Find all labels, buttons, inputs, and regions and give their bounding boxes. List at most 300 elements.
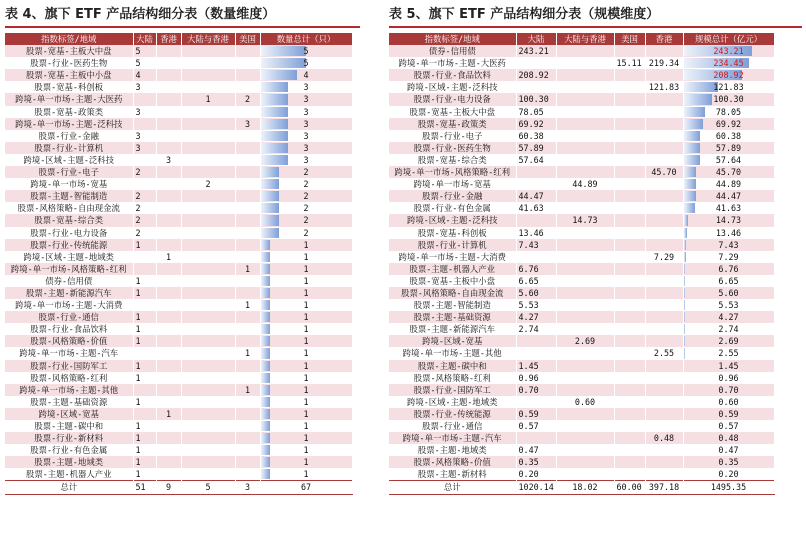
total-value: 3	[303, 106, 309, 117]
table-row	[5, 372, 352, 384]
hongkong-cell	[156, 323, 181, 335]
total-value: 3	[303, 142, 309, 153]
mainland-cell: 1	[133, 323, 156, 335]
table-row	[389, 251, 774, 263]
header-index-tag: 指数标签/地域	[389, 33, 516, 45]
hongkong-cell	[645, 263, 683, 275]
total-cell	[260, 335, 352, 347]
table5-title-rule	[389, 26, 802, 28]
total-cell	[683, 456, 774, 468]
row-label: 股票-主题-地域类	[5, 456, 133, 468]
hongkong-cell	[156, 57, 181, 69]
mainland-hongkong-cell	[181, 323, 235, 335]
row-label: 股票-行业-金融	[389, 190, 516, 202]
total-cell	[683, 69, 774, 81]
us-cell	[235, 251, 260, 263]
table-row	[389, 299, 774, 311]
mainland-hongkong-cell	[556, 372, 614, 384]
total-value: 3	[303, 82, 309, 93]
total-cell	[683, 239, 774, 251]
row-label: 跨境-单一市场-主题-大消费	[5, 299, 133, 311]
table-row	[389, 311, 774, 323]
total-value: 41.63	[715, 203, 742, 214]
us-total: 3	[235, 481, 260, 494]
us-cell: 2	[235, 93, 260, 105]
row-label: 股票-宽基-主板中小盘	[389, 275, 516, 287]
us-cell	[235, 166, 260, 178]
mainland-cell: 3	[133, 106, 156, 118]
mainland-hongkong-cell	[181, 142, 235, 154]
hongkong-cell	[645, 323, 683, 335]
mainland-cell: 78.05	[516, 106, 556, 118]
table-row	[5, 444, 352, 456]
total-cell	[260, 166, 352, 178]
mainland-hongkong-cell	[556, 347, 614, 359]
us-cell	[614, 263, 645, 275]
hongkong-cell	[645, 299, 683, 311]
table-row	[389, 396, 774, 408]
table-row	[5, 190, 352, 202]
hongkong-cell	[156, 420, 181, 432]
mainland-hongkong-cell	[181, 420, 235, 432]
table-row	[5, 263, 352, 275]
row-label: 股票-宽基-政策类	[389, 118, 516, 130]
table-row	[5, 396, 352, 408]
table-row	[389, 142, 774, 154]
mainland-cell: 5	[133, 57, 156, 69]
table-row	[5, 118, 352, 130]
us-cell	[614, 468, 645, 481]
row-label: 股票-行业-食品饮料	[5, 323, 133, 335]
us-cell: 1	[235, 263, 260, 275]
hongkong-cell	[156, 372, 181, 384]
table-row	[389, 93, 774, 105]
hongkong-cell	[156, 227, 181, 239]
table-row	[5, 384, 352, 396]
hongkong-cell	[645, 420, 683, 432]
total-value: 69.92	[715, 118, 742, 129]
header-count-total: 数量总计（只）	[260, 33, 352, 45]
mainland-hongkong-cell	[181, 214, 235, 226]
mainland-cell: 100.30	[516, 93, 556, 105]
us-cell	[614, 214, 645, 226]
total-cell	[683, 420, 774, 432]
us-cell	[235, 154, 260, 166]
total-value: 1	[303, 336, 309, 347]
hongkong-cell	[156, 287, 181, 299]
us-cell: 1	[235, 384, 260, 396]
us-cell	[614, 190, 645, 202]
row-label: 跨境-区域-宽基	[5, 408, 133, 420]
mainland-cell	[133, 178, 156, 190]
hongkong-total: 9	[156, 481, 181, 494]
total-value: 14.73	[715, 215, 742, 226]
total-cell	[260, 118, 352, 130]
mainland-hongkong-cell: 2.69	[556, 335, 614, 347]
total-cell	[260, 178, 352, 190]
us-cell	[235, 202, 260, 214]
mainland-cell: 6.76	[516, 263, 556, 275]
row-label: 股票-行业-医药生物	[5, 57, 133, 69]
mainland-hongkong-cell	[556, 239, 614, 251]
total-value: 1	[303, 457, 309, 468]
mainland-hongkong-cell	[556, 142, 614, 154]
hongkong-cell	[645, 142, 683, 154]
mainland-cell: 3	[133, 130, 156, 142]
us-cell	[614, 69, 645, 81]
us-cell	[235, 372, 260, 384]
mainland-cell: 1	[133, 372, 156, 384]
mainland-cell: 1	[133, 468, 156, 481]
total-value: 2	[303, 215, 309, 226]
total-value: 1	[303, 396, 309, 407]
row-label: 股票-行业-有色金属	[389, 202, 516, 214]
mainland-cell: 2	[133, 166, 156, 178]
row-label: 股票-行业-食品饮料	[389, 69, 516, 81]
row-label: 股票-行业-电子	[389, 130, 516, 142]
total-value: 1	[303, 251, 309, 262]
mainland-hongkong-cell	[556, 311, 614, 323]
total-value: 3	[303, 154, 309, 165]
hongkong-cell	[156, 142, 181, 154]
total-cell	[260, 106, 352, 118]
hongkong-cell	[645, 335, 683, 347]
mainland-cell: 1	[133, 239, 156, 251]
total-cell	[683, 227, 774, 239]
total-value: 44.47	[715, 191, 742, 202]
total-value: 0.60	[718, 396, 739, 407]
table-row	[5, 142, 352, 154]
hongkong-cell	[156, 214, 181, 226]
mainland-cell	[516, 214, 556, 226]
mainland-cell	[516, 251, 556, 263]
table-row	[5, 239, 352, 251]
mainland-cell: 1	[133, 335, 156, 347]
hongkong-cell	[645, 384, 683, 396]
total-cell	[260, 372, 352, 384]
us-cell	[614, 444, 645, 456]
mainland-hongkong-cell: 14.73	[556, 214, 614, 226]
hongkong-cell	[156, 299, 181, 311]
row-label: 股票-主题-智能制造	[5, 190, 133, 202]
row-label: 股票-主题-智能制造	[389, 299, 516, 311]
row-label: 跨境-区域-主题-泛科技	[5, 154, 133, 166]
row-label: 股票-行业-国防军工	[389, 384, 516, 396]
hongkong-cell	[645, 118, 683, 130]
hongkong-cell	[156, 106, 181, 118]
us-cell	[235, 106, 260, 118]
total-cell	[260, 142, 352, 154]
table-row	[5, 154, 352, 166]
us-cell	[235, 396, 260, 408]
mainland-hongkong-cell	[181, 81, 235, 93]
mainland-hongkong-cell	[181, 335, 235, 347]
us-cell	[614, 166, 645, 178]
total-cell	[683, 130, 774, 142]
total-cell	[260, 202, 352, 214]
hongkong-cell	[645, 372, 683, 384]
total-value: 1	[303, 421, 309, 431]
mainland-hongkong-cell	[181, 118, 235, 130]
row-label: 跨境-区域-主题-地域类	[389, 396, 516, 408]
total-cell	[683, 251, 774, 263]
total-value: 4.27	[718, 312, 739, 323]
row-label: 股票-宽基-主板大中盘	[389, 106, 516, 118]
total-label: 总计	[5, 481, 133, 494]
mainland-cell	[133, 93, 156, 105]
mainland-hongkong-cell	[556, 408, 614, 420]
header-hongkong: 香港	[156, 33, 181, 45]
us-cell	[614, 45, 645, 57]
mainland-hongkong-cell	[181, 396, 235, 408]
mainland-cell: 2	[133, 227, 156, 239]
mainland-hongkong-cell	[181, 154, 235, 166]
row-label: 股票-宽基-综合类	[389, 154, 516, 166]
mainland-cell	[133, 154, 156, 166]
total-cell	[260, 311, 352, 323]
row-label: 股票-风格策略-自由现金流	[389, 287, 516, 299]
row-label: 跨境-单一市场-主题-泛科技	[5, 118, 133, 130]
total-cell	[260, 57, 352, 69]
mainland-hongkong-cell	[181, 69, 235, 81]
mainland-hongkong-cell	[556, 444, 614, 456]
row-label: 跨境-单一市场-风格策略-红利	[389, 166, 516, 178]
mainland-hongkong-cell	[181, 130, 235, 142]
total-value: 45.70	[715, 167, 742, 178]
header-index-tag: 指数标签/地域	[5, 33, 133, 45]
total-value: 57.89	[715, 142, 742, 153]
total-cell	[260, 190, 352, 202]
total-value: 1	[303, 287, 309, 298]
table-row	[389, 420, 774, 432]
hongkong-cell: 1	[156, 408, 181, 420]
mainland-hongkong-cell: 2	[181, 178, 235, 190]
total-value: 121.83	[713, 82, 744, 93]
hongkong-cell	[645, 275, 683, 287]
mainland-hongkong-cell	[556, 118, 614, 130]
table-row	[5, 299, 352, 311]
total-value: 1	[303, 312, 309, 323]
hongkong-cell	[156, 45, 181, 57]
total-cell	[683, 335, 774, 347]
total-cell	[683, 323, 774, 335]
mainland-hongkong-cell	[556, 130, 614, 142]
us-cell	[235, 408, 260, 420]
mainland-cell: 5.60	[516, 287, 556, 299]
hongkong-cell: 3	[156, 154, 181, 166]
total-value: 1	[303, 275, 309, 286]
table-row	[389, 239, 774, 251]
mainland-hongkong-cell	[556, 432, 614, 444]
total-row	[389, 481, 774, 494]
total-cell	[260, 468, 352, 481]
row-label: 股票-宽基-主板大中盘	[5, 45, 133, 57]
hongkong-cell	[156, 360, 181, 372]
table-row	[389, 287, 774, 299]
table-row	[389, 384, 774, 396]
us-cell	[614, 142, 645, 154]
us-cell	[614, 118, 645, 130]
total-cell	[260, 275, 352, 287]
total-cell	[683, 166, 774, 178]
table-row	[5, 432, 352, 444]
table-row	[5, 106, 352, 118]
total-cell	[683, 396, 774, 408]
total-cell	[260, 69, 352, 81]
header-mainland-hongkong: 大陆与香港	[556, 33, 614, 45]
row-label: 股票-主题-碳中和	[389, 360, 516, 372]
mainland-hongkong-cell	[556, 166, 614, 178]
table-row	[5, 69, 352, 81]
mainland-cell	[516, 81, 556, 93]
row-label: 股票-主题-新能源汽车	[5, 287, 133, 299]
table-row	[5, 468, 352, 481]
row-label: 股票-风格策略-价值	[5, 335, 133, 347]
row-label: 股票-主题-新能源汽车	[389, 323, 516, 335]
mainland-hongkong-cell: 44.89	[556, 178, 614, 190]
mainland-hongkong-cell	[181, 311, 235, 323]
mainland-hongkong-cell	[181, 456, 235, 468]
us-cell	[614, 275, 645, 287]
table5-header-row	[389, 33, 774, 45]
mainland-cell: 0.35	[516, 456, 556, 468]
hongkong-cell	[645, 287, 683, 299]
row-label: 跨境-单一市场-风格策略-红利	[5, 263, 133, 275]
mainland-cell	[516, 57, 556, 69]
row-label: 跨境-单一市场-主题-大医药	[389, 57, 516, 69]
hongkong-cell: 2.55	[645, 347, 683, 359]
us-cell	[235, 130, 260, 142]
mainland-hongkong-cell	[181, 360, 235, 372]
total-value: 0.59	[718, 408, 739, 419]
total-value: 1	[303, 263, 309, 274]
mainland-cell: 2	[133, 214, 156, 226]
row-label: 股票-主题-新材料	[389, 468, 516, 481]
mainland-cell	[133, 299, 156, 311]
us-cell	[235, 190, 260, 202]
table-row	[5, 323, 352, 335]
hongkong-cell	[156, 166, 181, 178]
hongkong-cell	[645, 154, 683, 166]
hongkong-cell	[645, 239, 683, 251]
table-row	[389, 57, 774, 69]
hongkong-cell	[645, 214, 683, 226]
mainland-cell	[516, 335, 556, 347]
us-cell	[235, 142, 260, 154]
table-row	[5, 81, 352, 93]
hongkong-cell	[645, 468, 683, 481]
total-value: 2.55	[718, 348, 739, 359]
mainland-hongkong-cell	[181, 202, 235, 214]
mainland-hongkong-cell	[181, 263, 235, 275]
total-cell	[260, 93, 352, 105]
hongkong-cell	[645, 130, 683, 142]
table-row	[389, 190, 774, 202]
row-label: 股票-行业-新材料	[5, 432, 133, 444]
row-label: 股票-主题-基础资源	[389, 311, 516, 323]
total-cell	[260, 396, 352, 408]
total-cell	[260, 239, 352, 251]
row-label: 债券-信用债	[389, 45, 516, 57]
us-cell	[614, 178, 645, 190]
us-cell	[614, 154, 645, 166]
table-row	[5, 93, 352, 105]
us-cell	[614, 287, 645, 299]
total-value: 1	[303, 360, 309, 371]
row-label: 股票-宽基-综合类	[5, 214, 133, 226]
mainland-cell: 5	[133, 45, 156, 57]
total-value: 4	[303, 70, 309, 81]
mainland-hongkong-cell	[556, 420, 614, 432]
mainland-cell	[516, 166, 556, 178]
mainland-cell	[516, 432, 556, 444]
total-cell	[260, 251, 352, 263]
total-cell	[260, 299, 352, 311]
table5-scale	[389, 33, 775, 495]
hongkong-cell	[156, 396, 181, 408]
table-row	[5, 227, 352, 239]
table-row	[5, 456, 352, 468]
table-row	[389, 444, 774, 456]
mainland-cell: 5.53	[516, 299, 556, 311]
table-row	[389, 118, 774, 130]
us-cell	[614, 251, 645, 263]
table4-title-rule	[5, 26, 360, 28]
total-value: 1	[303, 433, 309, 444]
total-cell	[683, 93, 774, 105]
us-cell	[614, 323, 645, 335]
row-label: 债券-信用债	[5, 275, 133, 287]
total-cell	[683, 106, 774, 118]
mainland-hongkong-cell	[181, 384, 235, 396]
row-label: 股票-行业-电力设备	[5, 227, 133, 239]
row-label: 股票-宽基-科创板	[5, 81, 133, 93]
hongkong-cell	[156, 456, 181, 468]
row-label: 跨境-单一市场-主题-其他	[389, 347, 516, 359]
table-row	[389, 166, 774, 178]
mainland-hongkong-cell	[556, 263, 614, 275]
us-cell: 1	[235, 299, 260, 311]
row-label: 股票-主题-机器人产业	[389, 263, 516, 275]
total-cell	[260, 432, 352, 444]
mainland-cell: 69.92	[516, 118, 556, 130]
hongkong-cell	[645, 69, 683, 81]
mainland-cell: 41.63	[516, 202, 556, 214]
hongkong-cell	[645, 360, 683, 372]
hongkong-cell	[156, 335, 181, 347]
table-row	[5, 130, 352, 142]
row-label: 股票-行业-电力设备	[389, 93, 516, 105]
total-cell	[260, 384, 352, 396]
mainland-cell: 1	[133, 287, 156, 299]
us-cell: 1	[235, 347, 260, 359]
total-value: 7.29	[718, 251, 739, 262]
total-cell	[260, 420, 352, 432]
hongkong-cell	[156, 239, 181, 251]
hongkong-cell	[156, 347, 181, 359]
row-label: 股票-行业-传统能源	[5, 239, 133, 251]
table-row	[389, 372, 774, 384]
row-label: 股票-行业-电子	[5, 166, 133, 178]
mainland-hongkong-cell	[556, 323, 614, 335]
total-cell	[683, 372, 774, 384]
us-cell	[235, 45, 260, 57]
total-value: 5.60	[718, 287, 739, 298]
row-label: 股票-风格策略-自由现金流	[5, 202, 133, 214]
grand-total: 67	[260, 481, 352, 494]
total-value: 44.89	[715, 179, 742, 190]
mainland-hongkong-cell	[181, 45, 235, 57]
